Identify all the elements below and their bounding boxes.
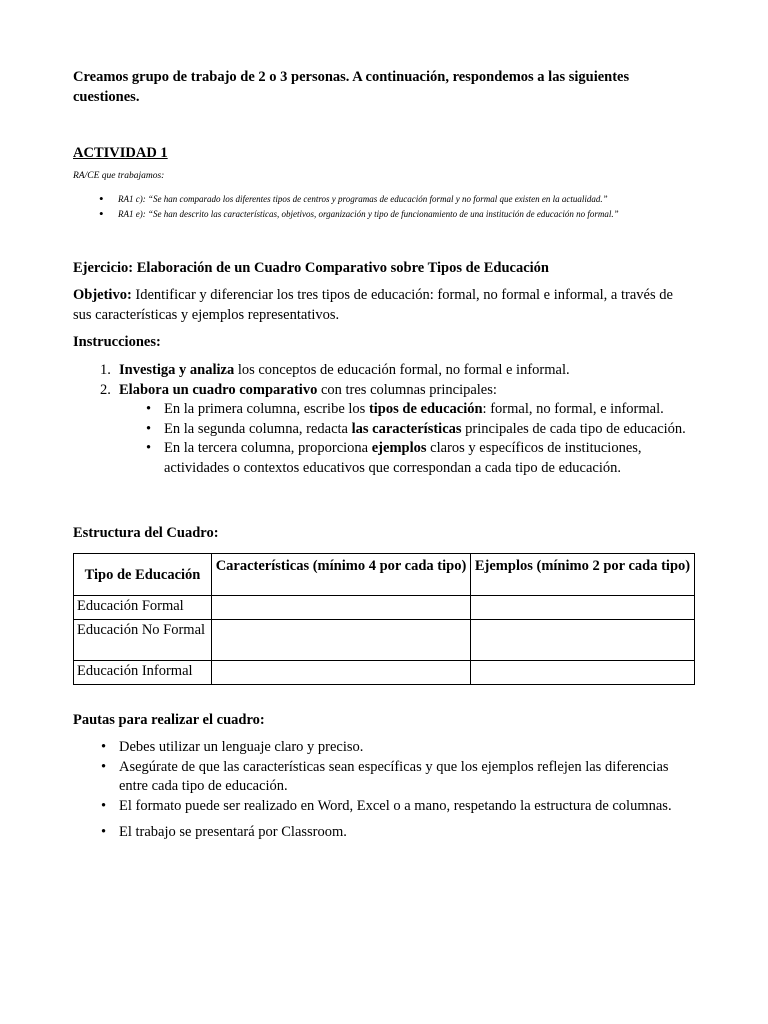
guidelines-heading: Pautas para realizar el cuadro: (73, 712, 265, 728)
step-number: 2. (100, 381, 111, 398)
intro-text: Creamos grupo de trabajo de 2 o 3 personas. A continuación, respondemos a las siguientes cuestiones. (73, 69, 630, 105)
sub-item-bold: las características (351, 420, 462, 437)
sub-item (119, 439, 688, 478)
ra-item: • RA1 e): “Se han descrito las características, objetivos, organización y tipo de funcionamiento de una institución de educación no formal.” (73, 207, 733, 222)
step-bold: Elabora un cuadro comparativo (119, 381, 318, 398)
instructions-heading: Instrucciones: (73, 334, 161, 350)
guideline-item: • El formato puede ser realizado en Word, Excel o a mano, respetando la estructura de columnas. (73, 797, 688, 817)
ra-item: • RA1 c): “Se han comparado los diferentes tipos de centros y programas de educación formal y no formal que existen en la actualidad.” (73, 192, 733, 207)
sub-item (119, 400, 688, 420)
race-label: RA/CE que trabajamos: (73, 171, 165, 181)
structure-heading: Estructura del Cuadro: (73, 525, 219, 541)
instruction-step (73, 381, 688, 479)
table-row (74, 620, 695, 661)
sub-item-bold: tipos de educación (368, 401, 483, 417)
table-header-row (74, 554, 695, 596)
instructions-list (73, 361, 688, 478)
comparison-table (73, 553, 695, 685)
sub-item-text: En la segunda columna, redacta (164, 420, 352, 437)
objective-text: Identificar y diferenciar los tres tipos de educación: formal, no formal e informal, a través de sus características y ejemplos representativos. (73, 287, 673, 323)
step-bold: Investiga y analiza (119, 362, 235, 378)
header-caracteristicas: Características (mínimo 4 por cada tipo) (212, 554, 471, 596)
step-text: con tres columnas principales: (317, 381, 497, 398)
guideline-item: • Debes utilizar un lenguaje claro y preciso. (73, 738, 688, 758)
guideline-item: • El trabajo se presentará por Classroom. (73, 823, 688, 843)
header-tipo: Tipo de Educación (74, 554, 212, 596)
objective-label: Objetivo: (73, 287, 132, 303)
guidelines-list (73, 738, 688, 843)
row-label: Educación Formal (74, 596, 212, 620)
sub-item-text: claros y específicos de instituciones, actividades o contextos educativos que correspondan a cada tipo de educación. (164, 440, 642, 476)
table-row (74, 661, 695, 685)
activity-title: ACTIVIDAD 1 (73, 145, 168, 161)
row-label: Educación Informal (74, 661, 212, 685)
empty-cell[interactable] (212, 620, 471, 661)
empty-cell[interactable] (212, 596, 471, 620)
step-number: 1. (100, 362, 111, 378)
row-label: Educación No Formal (74, 620, 212, 661)
instruction-step (73, 361, 688, 381)
objective-paragraph (73, 286, 683, 325)
empty-cell[interactable] (471, 596, 695, 620)
guideline-item: • Asegúrate de que las características sean específicas y que los ejemplos reflejen las diferencias entre cada tipo de educación. (73, 758, 688, 797)
sub-item (119, 420, 688, 440)
sub-item-bold: ejemplos (371, 440, 427, 456)
sub-item-text: En la tercera columna, proporciona (164, 440, 372, 456)
column-sublist (119, 400, 688, 478)
sub-item-text: principales de cada tipo de educación. (461, 420, 686, 437)
sub-item-text: En la primera columna, escribe los (164, 401, 369, 417)
empty-cell[interactable] (471, 661, 695, 685)
table-row (74, 596, 695, 620)
header-ejemplos: Ejemplos (mínimo 2 por cada tipo) (471, 554, 695, 596)
empty-cell[interactable] (212, 661, 471, 685)
exercise-title: Ejercicio: Elaboración de un Cuadro Comparativo sobre Tipos de Educación (73, 260, 549, 276)
step-text: los conceptos de educación formal, no formal e informal. (234, 362, 570, 378)
sub-item-text: : formal, no formal, e informal. (482, 401, 664, 417)
empty-cell[interactable] (471, 620, 695, 661)
ra-list (73, 192, 733, 222)
